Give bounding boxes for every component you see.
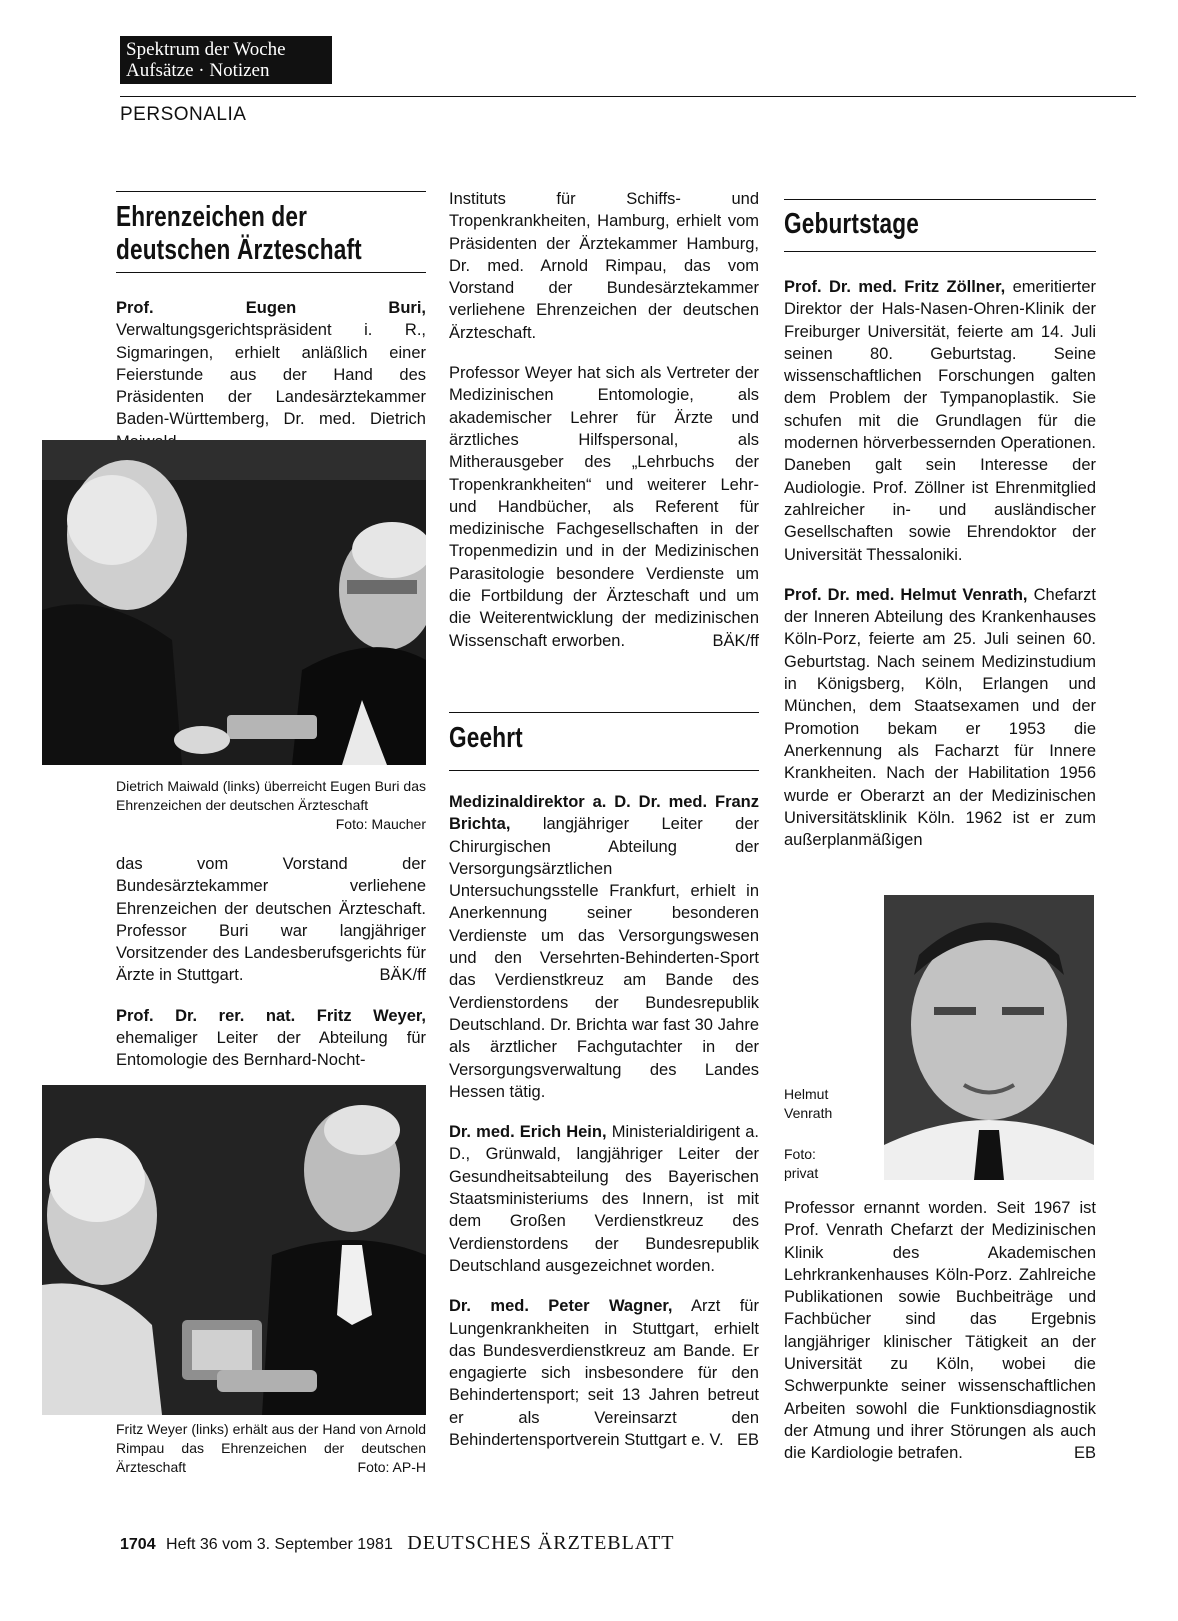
photo-credit: Foto: Maucher bbox=[335, 816, 426, 832]
col1-top-rule bbox=[116, 191, 426, 192]
headline-ehrenzeichen bbox=[116, 201, 362, 267]
text-brichta: langjähriger Leiter der Chirurgischen Abteilung der Versorgungsärztlichen Untersuchungsstelle Frankfurt, erhielt in Anerkennung seiner besonderen Verdienste um das Versorgungswesen und den Versehrten-Behinderten-Sport das Verdienstkreuz am Bande des Verdienstordens der Bundesrepublik Deutschland. Dr. Brichta war fast 30 Jahre als ärztlicher Fachgutachter in der Versorgungsverwaltung des Landes Hessen tätig. bbox=[449, 815, 759, 1101]
col3-top-rule bbox=[784, 199, 1096, 200]
articles-geehrt bbox=[449, 791, 759, 1469]
text-buri-2: das vom Vorstand der Bundesärztekammer verliehene Ehrenzeichen der deutschen Ärzteschaft. Professor Buri war langjähriger Vorsitzender des Landesberufsgerichts für Ärzte in Stuttgart. bbox=[116, 855, 426, 985]
photo-weyer-rimpau bbox=[42, 1085, 426, 1415]
photo-weyer-rimpau-image bbox=[42, 1085, 426, 1415]
signature: EB bbox=[1073, 1444, 1096, 1463]
headline-line1: Ehrenzeichen der bbox=[116, 201, 308, 233]
col2-geehrt-rule-bottom bbox=[449, 770, 759, 771]
name-weyer: Prof. Dr. rer. nat. Fritz Weyer, bbox=[116, 1006, 426, 1025]
text-weyer-3: Professor Weyer hat sich als Vertreter der Medizinischen Entomologie, als akademischer Lehrer für Ärzte und ärztliches Hilfspersonal, als Mitherausgeber des „Lehrbuchs der Tropenkrankheiten“ und weiterer Lehr- und Handbücher, als Referent für medizinische Fachgesellschaften in der Tropenmedizin und in der Medizinischen Parasitologie besondere Verdienste um die Fortbildung der Ärzteschaft und um die Weiterentwicklung der medizinischen Wissenschaft erworben. bbox=[449, 364, 759, 650]
text-weyer-1: ehemaliger Leiter der Abteilung für Entomologie des Bernhard-Nocht- bbox=[116, 1029, 426, 1070]
text-hein: Ministerialdirigent a. D., Grünwald, langjähriger Leiter der Gesundheitsabteilung des Bayerischen Staatsministeriums des Innern, ist mit dem Großen Verdienstkreuz des Verdienstordens der Bundesrepublik Deutschland ausgezeichnet worden. bbox=[449, 1123, 759, 1275]
name-brichta: Medizinaldirektor a. D. Dr. med. Franz Brichta, bbox=[449, 793, 759, 834]
photo-credit: Foto: AP-H bbox=[357, 1459, 426, 1475]
signature: EB bbox=[736, 1431, 759, 1450]
name-zoellner: Prof. Dr. med. Fritz Zöllner, bbox=[784, 278, 1006, 296]
col3-headline-rule bbox=[784, 251, 1096, 252]
name-buri: Prof. Eugen Buri, bbox=[116, 299, 426, 317]
photo-venrath bbox=[884, 895, 1094, 1180]
caption-text: Fritz Weyer (links) erhält aus der Hand von Arnold Rimpau das Ehrenzeichen der deutschen Ärzteschaft bbox=[116, 1421, 426, 1475]
article-weyer-part2 bbox=[449, 188, 759, 670]
section-label-line1: Spektrum der Woche bbox=[126, 39, 286, 60]
col1-headline-rule bbox=[116, 272, 426, 273]
page-number: 1704 bbox=[120, 1536, 156, 1553]
articles-geburtstage bbox=[784, 276, 1096, 869]
caption-text: Dietrich Maiwald (links) überreicht Eugen Buri das Ehrenzeichen der deutschen Ärzteschaft bbox=[116, 778, 426, 813]
credit-line2: privat bbox=[784, 1165, 819, 1181]
photo-maiwald-buri-caption bbox=[116, 777, 426, 834]
headline-line2: deutschen Ärzteschaft bbox=[116, 234, 362, 266]
headline-geburtstage: Geburtstage bbox=[784, 208, 919, 240]
headline-geehrt: Geehrt bbox=[449, 722, 523, 754]
name-wagner: Dr. med. Peter Wagner, bbox=[449, 1297, 673, 1316]
name-hein: Dr. med. Erich Hein, bbox=[449, 1123, 607, 1142]
text-buri-1: Verwaltungsgerichtspräsident i. R., Sigmaringen, erhielt anläßlich einer Feierstunde aus der Hand des Präsidenten der Landesärztekammer Baden-Württemberg, Dr. med. Dietrich bbox=[116, 321, 426, 429]
text-venrath-2: Professor ernannt worden. Seit 1967 ist Prof. Venrath Chefarzt der Medizinischen Klinik des Akademischen Lehrkrankenhauses Köln-Porz. Zahlreiche Publikationen sowie Buchbeiträge und Fachbücher sind das Ergebnis langjähriger klinischer Tätigkeit an der Universität zu Köln, wobei die Schwerpunkte seiner wissenschaftlichen Arbeiten sowohl die Funktionsdiagnostik der Atmung und ihrer Störungen als auch die Kardiologie betrafen. bbox=[784, 1199, 1096, 1463]
signature: BÄK/ff bbox=[379, 966, 426, 985]
text-zoellner: emeritierter Direktor der Hals-Nasen-Ohren-Klinik der Freiburger Universität, feierte am 14. Juli seinen 80. Geburtstag. Seine wissenschaftlichen Forschungen galten dem Problem der Tympanoplastik. Sie schufen mit die Grundlagen für die modernen hörverbessernden Operationen. Daneben galt sein Interesse der Audiologie. Prof. Zöllner ist Ehrenmitglied zahlreicher in- und ausländischer Gesellschaften sowie Ehrendoktor der Universität Thessaloniki. bbox=[784, 278, 1096, 564]
header-rule bbox=[120, 96, 1136, 97]
photo-weyer-rimpau-caption bbox=[116, 1420, 426, 1477]
signature: BÄK/ff bbox=[712, 631, 759, 650]
text-venrath-1: Chefarzt der Inneren Abteilung des Krankenhauses Köln-Porz, feierte am 25. Juli seinen 60. Geburtstag. Nach seinem Medizinstudium in Königsberg, Köln, Erlangen und München, dem Staatsexamen und der Promotion bekam er 1953 die Anerkennung als Facharzt für Innere Krankheiten. Nach der Habilitation 1956 wurde er Oberarzt an der Medizinischen Universitätsklinik Köln. 1962 ist er zum außerplanmäßigen bbox=[784, 585, 1096, 850]
page-footer bbox=[120, 1532, 675, 1555]
col2-geehrt-rule bbox=[449, 712, 759, 713]
section-title: PERSONALIA bbox=[120, 104, 247, 125]
section-label-line2: Aufsätze · Notizen bbox=[126, 60, 270, 81]
text-wagner: Arzt für Lungenkrankheiten in Stuttgart, erhielt das Bundesverdienstkreuz am Bande. Er engagierte sich insbesondere für den Behindertensport; seit 13 Jahren betreut er als Vereinsarzt den Behindertensportverein Stuttgart e. V. bbox=[449, 1297, 759, 1450]
article-venrath-part2 bbox=[784, 1197, 1096, 1483]
text-weyer-2: Instituts für Schiffs- und Tropenkrankheiten, Hamburg, erhielt vom Präsidenten der Ärztekammer Hamburg, Dr. med. Arnold Rimpau, das vom Vorstand der Bundesärztekammer verliehene Ehrenzeichen der deutschen Ärzteschaft. bbox=[449, 190, 759, 342]
photo-venrath-caption bbox=[784, 1085, 874, 1183]
caption-line2: Venrath bbox=[784, 1105, 833, 1121]
issue-info: Heft 36 vom 3. September 1981 bbox=[166, 1536, 393, 1553]
article-buri-part2 bbox=[116, 853, 426, 1090]
section-label-box bbox=[120, 36, 332, 84]
photo-venrath-image bbox=[884, 895, 1094, 1180]
name-venrath: Prof. Dr. med. Helmut Venrath, bbox=[784, 585, 1028, 604]
photo-maiwald-buri bbox=[42, 440, 426, 765]
photo-maiwald-buri-image bbox=[42, 440, 426, 765]
credit-line1: Foto: bbox=[784, 1146, 816, 1162]
caption-line1: Helmut bbox=[784, 1086, 829, 1102]
magazine-name: DEUTSCHES ÄRZTEBLATT bbox=[407, 1532, 675, 1554]
